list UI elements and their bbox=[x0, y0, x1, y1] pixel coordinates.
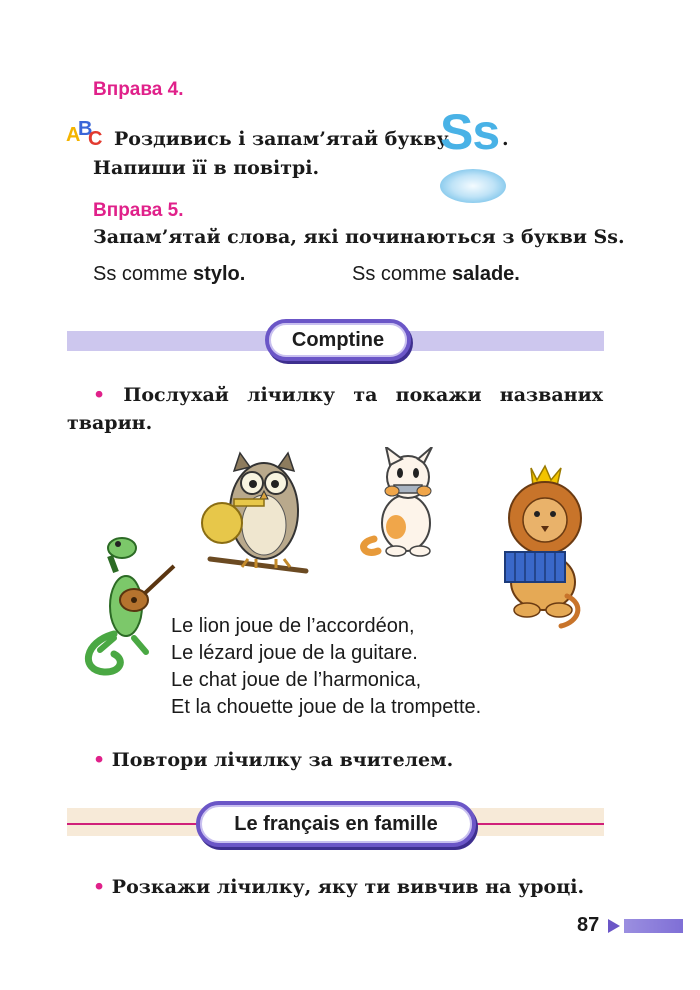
example-salade-prefix: Ss comme bbox=[352, 263, 453, 285]
abc-icon-letter-b: B bbox=[78, 118, 93, 140]
repeat-task-text: Повтори лічилку за вчителем. bbox=[111, 749, 454, 771]
abc-icon-letter-c: C bbox=[88, 128, 103, 150]
cloud-image bbox=[440, 169, 506, 203]
exercise-4-line1: Роздивись і запам’ятай букву bbox=[114, 128, 449, 150]
famille-task-text: Розкажи лічилку, яку ти вивчив на уроці. bbox=[111, 876, 585, 898]
bullet: • bbox=[93, 749, 106, 771]
page-number: 87 bbox=[577, 914, 600, 936]
example-stylo bbox=[93, 263, 245, 286]
repeat-task bbox=[93, 749, 453, 771]
example-salade-word: salade. bbox=[452, 263, 520, 285]
exercise-5-instruction: Запам’ятай слова, які починаються з букви Ss. bbox=[93, 226, 625, 248]
example-stylo-word: stylo. bbox=[193, 263, 246, 285]
poem-line: Le lézard joue de la guitare. bbox=[171, 642, 418, 664]
famille-title: Le français en famille bbox=[196, 801, 476, 847]
exercise-4-line2: Напиши її в повітрі. bbox=[93, 157, 320, 179]
exercise-4-heading: Вправа 4. bbox=[93, 79, 184, 100]
bullet: • bbox=[93, 384, 106, 406]
comptine-title: Comptine bbox=[265, 319, 411, 361]
comptine-task-text: Послухай лічилку та покажи названих bbox=[123, 384, 603, 406]
comptine-task-line1 bbox=[93, 384, 603, 406]
abc-icon bbox=[66, 118, 106, 152]
poem-line: Le lion joue de l’accordéon, bbox=[171, 615, 415, 637]
lizard-with-guitar-image bbox=[74, 530, 178, 680]
page-arrow-icon bbox=[606, 918, 622, 934]
example-salade bbox=[352, 263, 520, 286]
poem bbox=[171, 613, 481, 721]
exercise-5-heading: Вправа 5. bbox=[93, 200, 184, 221]
poem-line: Le chat joue de l’harmonica, bbox=[171, 669, 422, 691]
poem-line: Et la chouette joue de la trompette. bbox=[171, 696, 482, 718]
bullet: • bbox=[93, 876, 106, 898]
exercise-4-line1-end: . bbox=[502, 128, 509, 150]
abc-icon-letter-a: A bbox=[66, 124, 81, 146]
famille-task bbox=[93, 876, 584, 898]
example-stylo-prefix: Ss comme bbox=[93, 263, 194, 285]
cat-with-harmonica-image bbox=[360, 447, 450, 559]
big-letter-ss: Ss bbox=[440, 104, 500, 160]
page-bar bbox=[624, 919, 683, 933]
lion-with-accordion-image bbox=[487, 462, 589, 634]
owl-with-trumpet-image bbox=[200, 447, 312, 575]
comptine-task-line2: тварин. bbox=[67, 412, 153, 434]
